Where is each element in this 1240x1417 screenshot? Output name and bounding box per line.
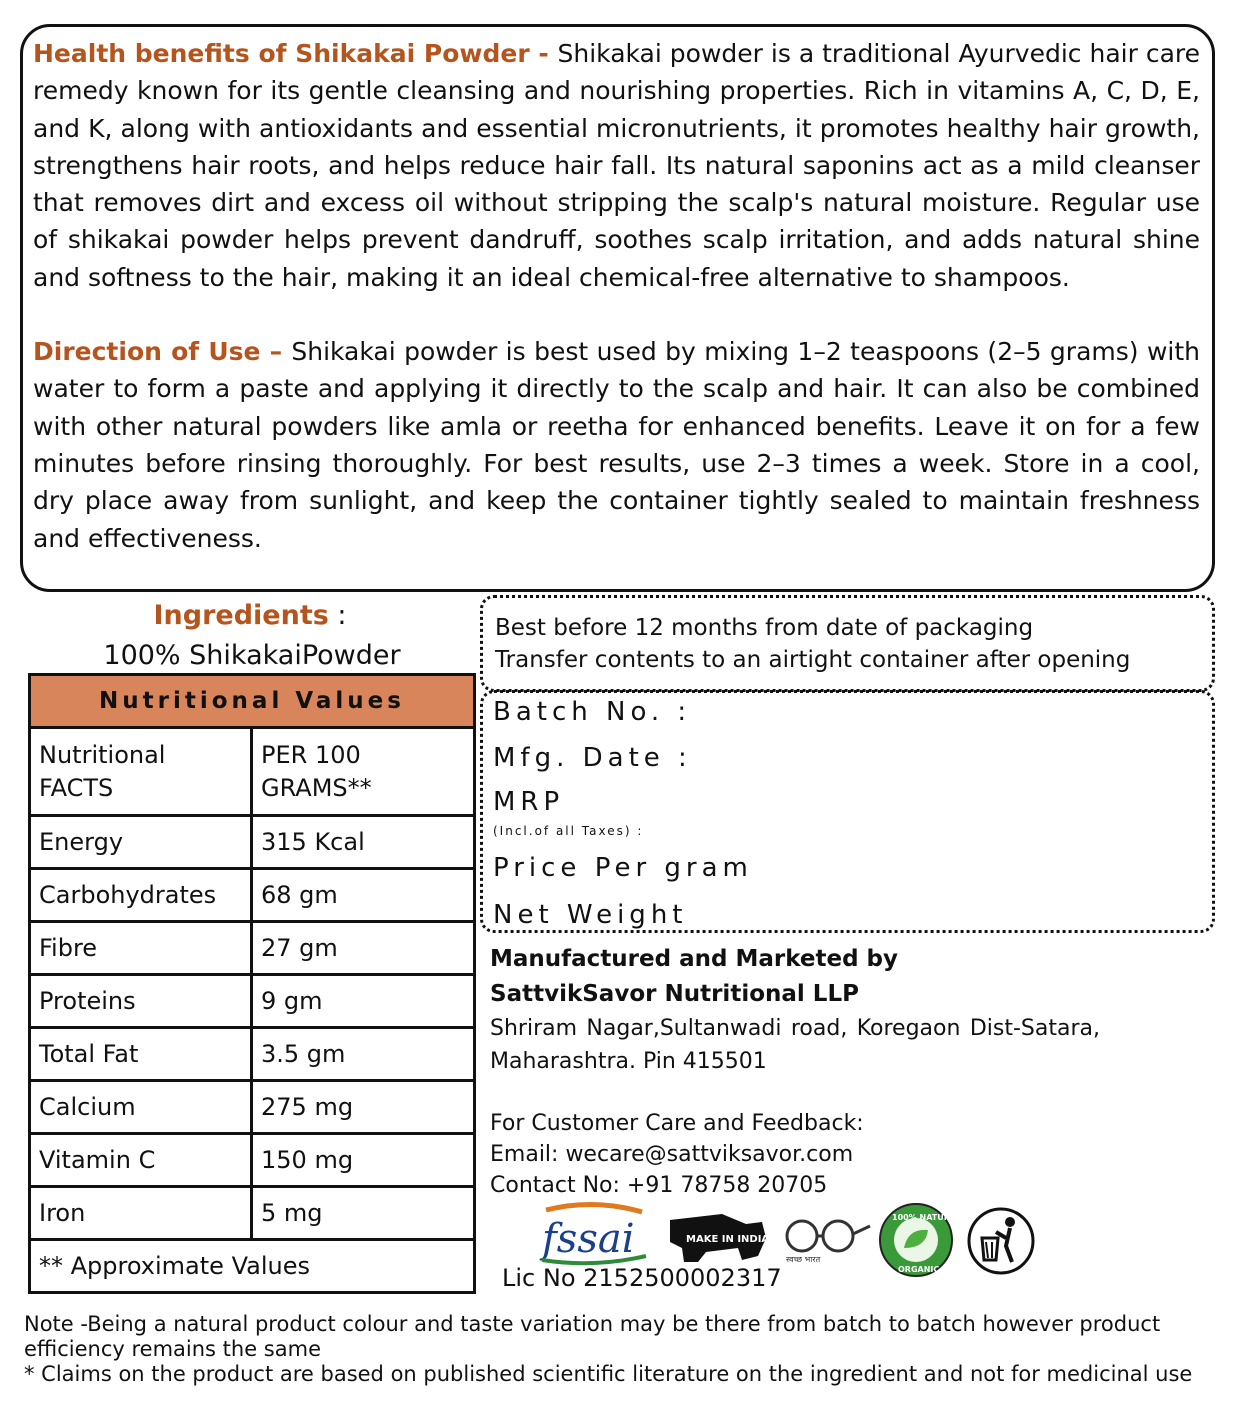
nutrient-value: 315 Kcal [252,816,475,869]
price-per-gram-label: Price Per gram [493,853,753,883]
nutrient-value: 3.5 gm [252,1028,475,1081]
claims-disclaimer: * Claims on the product are based on published scientific literature on the ingredient and not for medicinal use [24,1362,1193,1386]
nutrient-name: Carbohydrates [30,869,252,922]
direction-of-use-paragraph [33,333,1200,557]
table-row [30,975,475,1028]
table-row [30,1134,475,1187]
incl-taxes-label: (Incl.of all Taxes) : [493,824,644,838]
company-name: SattvikSavor Nutritional LLP [490,981,859,1007]
health-benefits-text: Shikakai powder is a traditional Ayurvedic hair care remedy known for its gentle cleansing and nourishing properties. Rich in vitamins A, C, D, E, and K, along with antioxidants and essential micronutrients, it promotes healthy hair growth, strengthens hair roots, and helps reduce hair fall. Its natural saponins act as a mild cleanser that removes dirt and excess oil without stripping the scalp's natural moisture. Regular use of shikakai powder helps prevent dandruff, soothes scalp irritation, and adds natural shine and softness to the hair, making it an ideal chemical-free alternative to shampoos. [33,39,1200,292]
svg-text:MAKE IN INDIA: MAKE IN INDIA [686,1234,770,1245]
batch-info-box [480,690,1215,933]
ingredients-value: 100% ShikakaiPowder [103,640,401,671]
nutrient-name: Total Fat [30,1028,252,1081]
footer-notes [24,1312,1224,1387]
table-row [30,1028,475,1081]
nutrient-value: 27 gm [252,922,475,975]
direction-of-use-heading: Direction of Use – [33,337,292,367]
manufacturer-block [490,942,1100,1078]
svg-text:ORGANIC: ORGANIC [898,1265,940,1274]
manufactured-by-label: Manufactured and Marketed by [490,946,899,972]
table-row [30,1187,475,1240]
nutrient-value: 5 mg [252,1187,475,1240]
swachh-bharat-glasses-icon [778,1216,872,1264]
nutrient-name: Iron [30,1187,252,1240]
health-benefits-paragraph [33,35,1200,296]
best-before-text: Best before 12 months from date of packaging [495,615,1034,641]
nutrient-name: Calcium [30,1081,252,1134]
organic-badge-icon [878,1202,962,1278]
nutrition-col-header-per100: PER 100 GRAMS** [252,728,475,816]
mfg-date-label: Mfg. Date : [493,743,692,773]
transfer-contents-text: Transfer contents to an airtight container after opening [495,647,1131,673]
table-row [30,869,475,922]
customer-care-label: For Customer Care and Feedback: [490,1111,864,1136]
nutrient-value: 275 mg [252,1081,475,1134]
nutrient-value: 68 gm [252,869,475,922]
mrp-label: MRP [493,787,565,817]
batch-no-label: Batch No. : [493,697,692,727]
company-address: Shriram Nagar,Sultanwadi road, Koregaon Dist-Satara, Maharashtra. Pin 415501 [490,1016,1100,1074]
svg-text:fssai: fssai [542,1216,635,1262]
description-box [20,24,1215,592]
nutrient-name: Proteins [30,975,252,1028]
customer-care-email: Email: wecare@sattviksavor.com [490,1142,854,1167]
ingredients-heading [0,598,500,634]
customer-care-contact: Contact No: +91 78758 20705 [490,1173,828,1198]
dispose-in-bin-icon [966,1206,1036,1276]
nutrient-value: 150 mg [252,1134,475,1187]
table-row [30,1081,475,1134]
ingredients-colon: : [328,600,347,631]
ingredients-label: Ingredients [153,600,329,631]
health-benefits-heading: Health benefits of Shikakai Powder - [33,39,558,68]
table-row [30,816,475,869]
nutrient-name: Energy [30,816,252,869]
license-number: Lic No 2152500002317 [502,1264,782,1292]
nutrition-table [28,673,476,1294]
nutrition-footer: ** Approximate Values [30,1240,475,1293]
variation-note: Note -Being a natural product colour and taste variation may be there from batch to batch however product efficiency remains the same [24,1312,1161,1361]
svg-text:100% NATURAL: 100% NATURAL [892,1213,962,1222]
storage-box [480,595,1215,692]
net-weight-label: Net Weight [493,900,688,930]
nutrition-table-title: Nutritional Values [30,675,475,728]
fssai-logo-icon [538,1202,650,1266]
table-row [30,922,475,975]
nutrient-value: 9 gm [252,975,475,1028]
nutrient-name: Fibre [30,922,252,975]
customer-care-block [490,1108,864,1201]
make-in-india-lion-icon [662,1208,770,1266]
nutrient-name: Vitamin C [30,1134,252,1187]
svg-text:स्वच्छ भारत: स्वच्छ भारत [786,1255,821,1264]
direction-of-use-text: Shikakai powder is best used by mixing 1–2 teaspoons (2–5 grams) with water to form a paste and applying it directly to the scalp and hair. It can also be combined with other natural powders like amla or reetha for enhanced benefits. Leave it on for a few minutes before rinsing thoroughly. For best results, use 2–3 times a week. Store in a cool, dry place away from sunlight, and keep the container tightly sealed to maintain freshness and effectiveness. [33,337,1200,553]
nutrition-col-header-facts: Nutritional FACTS [30,728,252,816]
